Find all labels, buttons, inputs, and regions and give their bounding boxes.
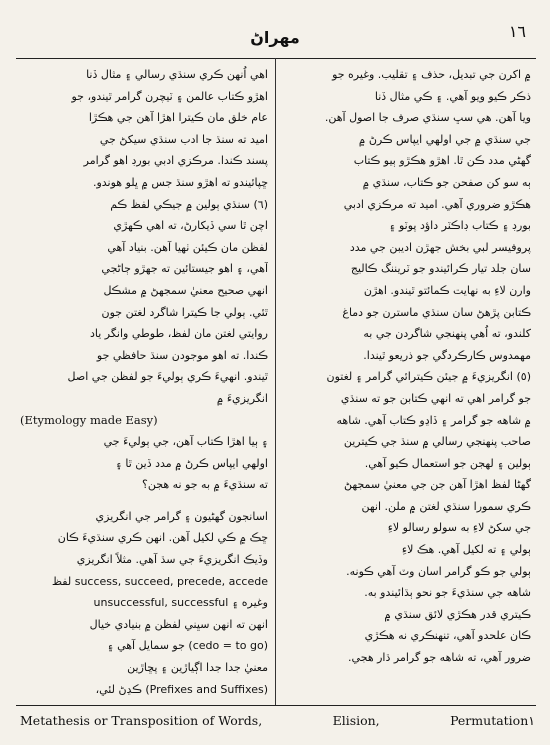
footnote-rule	[16, 705, 536, 706]
text-line: مهمدوس ڪارڪردگي جو ذريعو ٿيندا.	[363, 348, 531, 362]
text-line: اهڙو ڪتاب عالمن ۽ ٽيچرن گرامر ٿيندو، جو	[71, 89, 268, 103]
text-line: انهي صحيح معنيٰ سمجهڻ ۾ مشڪل	[103, 283, 268, 297]
footnote-left: Metathesis or Transposition of Words,	[20, 713, 263, 728]
text-line: معنيٰ جدا جدا اڳياڙين ۽ پڇاڙين	[127, 661, 268, 675]
text-line: ڪتابن پڙهڻ سان سنڌي ماسترن جو دماغ	[342, 305, 531, 319]
text-line: ٿئي. ٻولي جا ڪيترا شاگرد لغتن جون	[101, 305, 268, 319]
text-line: هڪڙو ضروري آهي. اميد ته مرڪزي ادبي	[343, 197, 531, 211]
text-line: ٻولي ۽ ته لکيل آهي. هڪ لاءِ	[401, 543, 531, 557]
text-line: ۾ اکرن جي تبديل، حذف ۽ تقليب. وغيره جو	[332, 68, 531, 81]
text-line: ويا آهن. هي سڀ سنڌي صرف جا اصول آهن.	[324, 111, 531, 125]
text-line: اولهي ايپاس ڪرڻ ۾ مدد ڏين ٿا ۽	[115, 456, 268, 470]
header-rule	[16, 58, 536, 59]
text-line: اچن ٿا سي ڏيکارڻ، ته اهي ڪهڙي	[113, 219, 268, 233]
text-line: پسند ڪندا. مرڪزي ادبي بورڊ اهو گرامر	[83, 154, 268, 168]
text-line: ٻولين ۽ لهجن جو استعمال ڪيو آهي.	[364, 456, 531, 470]
footnote	[20, 713, 535, 728]
text-line: اهي اُنهن ڪري سنڌي رسالي ۽ مثال ڏنا	[86, 68, 268, 81]
text-line: گهڻي مدد ڪن ٿا. اهڙو هڪڙو ٻيو ڪتاب	[353, 154, 531, 168]
text-line: ٿيندو. انهيءَ ڪري ٻوليءَ جو لفظن جي اصل	[67, 370, 268, 384]
text-line: گهڻا لفظ اهڙا آهن جن جي معنيٰ سمجهڻ	[344, 478, 531, 492]
footnote-middle: Elision,	[332, 713, 380, 728]
text-line: ٻه سو کن صفحن جو ڪتاب، سنڌي ۾	[362, 175, 531, 189]
text-line: اميد ته سنڌ جا ادب سنڌي سيکڻ جي	[99, 132, 268, 146]
text-line: ۽ ٻيا اهڙا ڪتاب آهن، جي ٻوليءَ جي	[103, 435, 268, 449]
text-line: ٻولي جو ڪو گرامر اسان وٽ آهي ڪونه.	[346, 564, 531, 578]
text-line: کلندو، ته اُهي پنهنجي شاگردن جي به	[363, 327, 531, 341]
text-line: ڪان علحدو آهي، تنهنڪري نه هڪڙي	[364, 629, 531, 643]
column-divider	[275, 58, 276, 705]
text-line: (٥) انگريزيءَ ۾ جيئن ڪيترائي گرامر ۽ لغتون	[326, 370, 531, 384]
text-line: وڏيڪ انگريزيءَ جي سڌ آهي. مثلاً انگريزي	[76, 553, 268, 567]
text-line: وغيره ۽ unsuccessful, successful	[93, 596, 268, 610]
text-line: success, succeed, precede, accede لفظ	[51, 574, 268, 588]
text-line: بورڊ ۽ ڪتاب ڊاڪٽر داؤد پوٽو ۽	[389, 219, 531, 233]
text-line: ڇپائيندو ته اهڙو سنڌ جس ۾ ڀلو هوندو.	[92, 175, 268, 189]
text-line: لفظن مان ڪيئن ٺهيا آهن. بنياد آهي	[107, 240, 268, 254]
text-line: پروفيسر لبي بخش جهڙن اديبن جي مدد	[349, 240, 531, 254]
text-line: آهي، ۽ اهو جيستائين ته جهڙو ڄاڻجي	[101, 262, 268, 276]
text-line: ڪيتري قدر هڪڙي لائق سنڌي ۾	[384, 607, 531, 621]
text-line: ضرور آهي، ته شاهه جو گرامر ڌار هجي.	[348, 651, 531, 665]
right-column	[283, 64, 531, 700]
text-line: انهن ته انهن سڀني لفظن ۾ بنيادي خيال	[89, 617, 268, 631]
footnote-right: Permutation۱	[450, 713, 535, 728]
page-title: مهراڻ	[250, 28, 300, 47]
text-line: جي سنڌي ۾ جي اولهي ايپاس ڪرڻ ۾	[358, 132, 531, 146]
text-line: ڪري سمورا سنڌي لغتن ۾ ملن. انهن	[361, 499, 531, 513]
text-line: شاهه جي سنڌيءَ جو نحو ٻڌائيندو به.	[364, 586, 531, 600]
text-line: ۾ شاهه جو گرامر ۽ ڏاڍو ڪتاب آهي. شاهه	[336, 413, 531, 427]
text-line: عام خلق مان ڪيترا اهڙا آهن جي هڪڙا	[88, 111, 268, 125]
text-line: (cedo = to go) جو سمايل آهي ۽	[107, 639, 268, 653]
text-line: ته سنڌيءَ ۾ به جو نه هجن؟	[142, 478, 268, 492]
text-line: انگريزيءَ ۾	[216, 391, 268, 405]
left-column	[20, 64, 268, 700]
text-line: روايتي لغتن مان لفظ، طوطي وانگر ياد	[89, 327, 268, 341]
text-line: صاحب پنهنجي رسالي ۾ سنڌ جي ڪيترين	[343, 435, 531, 449]
text-line: (Prefixes and Suffixes) ڪڍڻ لئي،	[95, 682, 268, 696]
text-line: وارن لاءِ به نهايت ڪمائتو ٿيندو. اهڙن	[363, 283, 531, 297]
page-number: ١٦	[508, 22, 526, 41]
text-line: (Etymology made Easy)	[20, 412, 158, 427]
text-line: اسانجون گهڻيون ۽ گرامر جي انگريزي	[95, 509, 268, 523]
text-line: سان جلد تيار ڪرائيندو جو ٽريننگ ڪاليج	[350, 262, 531, 276]
text-line: ڪندا. ته اهو موجودن سنڌ حافظي جو	[96, 348, 268, 362]
text-line: ذڪر ڪيو ويو آهي. ۽ ڪي مثال ڏنا	[374, 89, 531, 103]
text-line: (٦) سنڌي ٻولين ۾ جيڪي لفظ ڪم	[110, 197, 268, 211]
text-line: جو گرامر اهي ته انهي ڪتابن جو ته سنڌي	[340, 391, 531, 405]
text-line: جي سکڻ لاءِ به سولو رسالو لاءِ	[387, 521, 531, 535]
text-line	[20, 496, 268, 506]
text-line: ڇڪ ۾ ڪي لکيل آهن. انهن ڪري سنڌيءَ ڪان	[57, 531, 268, 545]
